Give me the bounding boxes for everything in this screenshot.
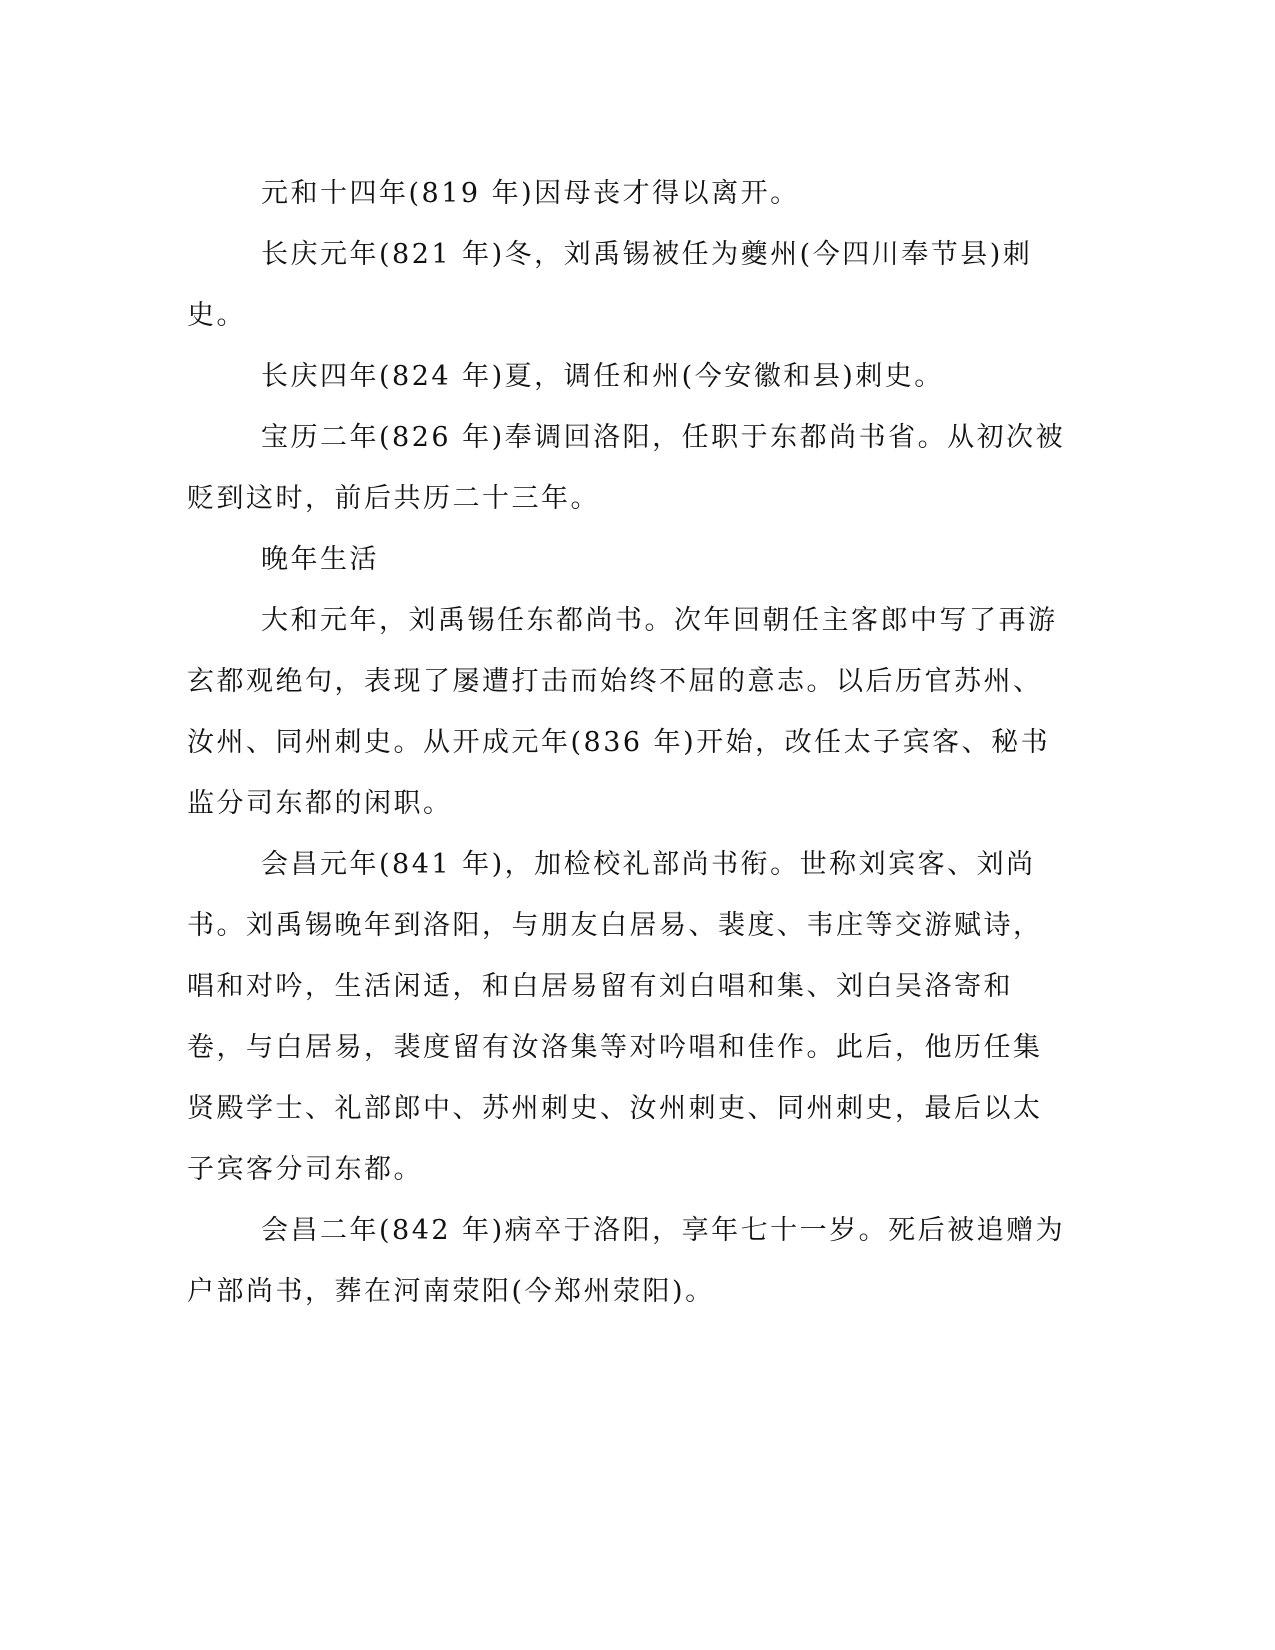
paragraph-yuanhe: 元和十四年(819 年)因母丧才得以离开。 [261, 178, 800, 209]
paragraph-dahe: 大和元年，刘禹锡任东都尚书。次年回朝任主客郎中写了再游玄都观绝句，表现了屡遭打击而始终不屈的意志。以后历官苏州、汝州、同州刺史。从开成元年(836 年)开始，改任太子宾客、秘书监分司东都的闲职。 [187, 605, 1058, 819]
paragraph-huichang-second-year: 会昌二年(842 年)病卒于洛阳，享年七十一岁。死后被追赠为户部尚书，葬在河南荥阳(今郑州荥阳)。 [187, 1215, 1066, 1307]
document-body [187, 163, 1067, 1322]
paragraph-changqing-fourth-year: 长庆四年(824 年)夏，调任和州(今安徽和县)刺史。 [261, 361, 944, 392]
paragraph-changqing-first-year: 长庆元年(821 年)冬，刘禹锡被任为夔州(今四川奉节县)刺史。 [187, 239, 1033, 331]
section-heading-later-years: 晚年生活 [261, 544, 379, 575]
paragraph-huichang-first-year: 会昌元年(841 年)，加检校礼部尚书衔。世称刘宾客、刘尚书。刘禹锡晚年到洛阳，与朋友白居易、裴度、韦庄等交游赋诗，唱和对吟，生活闲适，和白居易留有刘白唱和集、刘白吴洛寄和卷，与白居易，裴度留有汝洛集等对吟唱和佳作。此后，他历任集贤殿学士、礼部郎中、苏州刺史、汝州刺吏、同州刺史，最后以太子宾客分司东都。 [187, 849, 1043, 1185]
paragraph-baoli: 宝历二年(826 年)奉调回洛阳，任职于东都尚书省。从初次被贬到这时，前后共历二十三年。 [187, 422, 1066, 514]
